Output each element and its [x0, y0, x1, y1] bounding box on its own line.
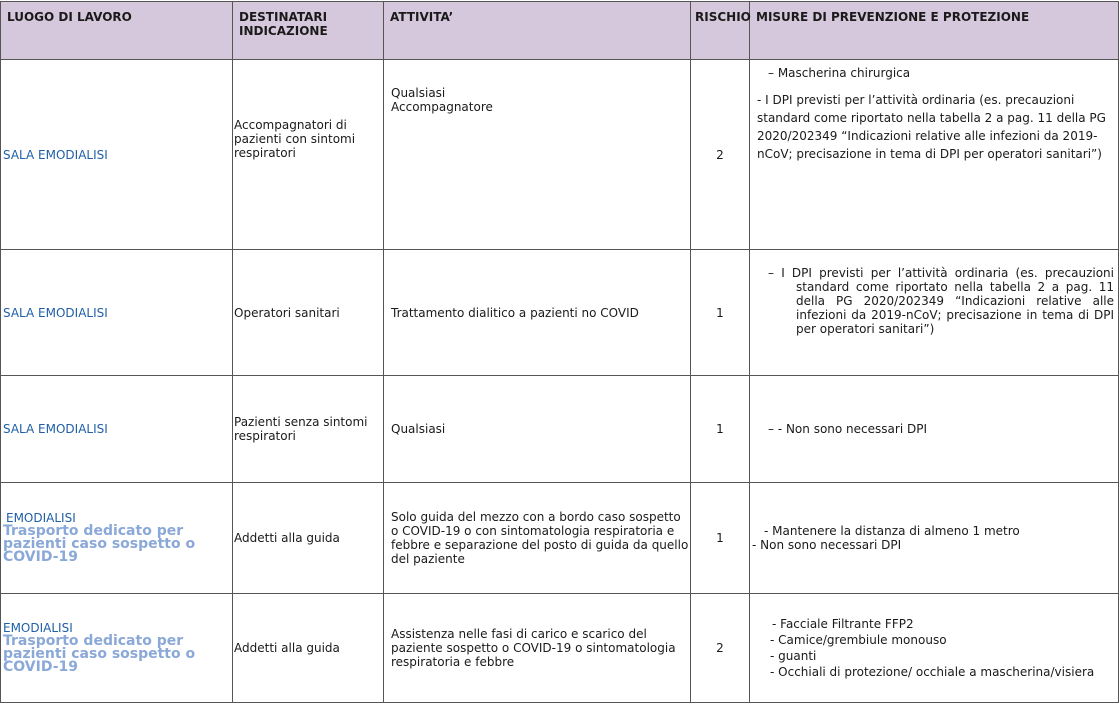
header-recipients: DESTINATARI INDICAZIONE: [233, 2, 384, 60]
measures-cell: [750, 60, 1119, 250]
recipients-cell: [233, 60, 384, 250]
header-measures: MISURE DI PREVENZIONE E PROTEZIONE: [750, 2, 1119, 60]
measure-item: - Occhiali di protezione/ occhiale a mascherina/visiera: [770, 665, 1095, 679]
recipients-cell: Addetti alla guida: [233, 483, 384, 594]
risk-cell: 1: [691, 483, 750, 594]
recipients-cell: Addetti alla guida: [233, 594, 384, 703]
measure-item: – Mascherina chirurgica: [768, 66, 911, 80]
activity-line: Accompagnatore: [391, 100, 493, 114]
header-risk: RISCHIO: [691, 2, 750, 60]
measure-item: - I DPI previsti per l’attività ordinaria (es. precauzioni standard come riportato nella tabella 2 a pag. 11 della PG 2020/202349 “Indicazioni relative alle infezioni da 2019-nCoV; precisazione in tema di DPI per operatori sanitari”): [757, 93, 1106, 161]
measure-item: - guanti: [770, 649, 817, 663]
activity-line: Qualsiasi: [391, 86, 446, 100]
header-row: [1, 2, 1119, 60]
activity-cell: Solo guida del mezzo con a bordo caso sospetto o COVID-19 o con sintomatologia respiratoria e febbre e separazione del posto di guida da quello del paziente: [384, 483, 691, 594]
dpi-table: [0, 1, 1119, 703]
location-cell: SALA EMODIALISI: [1, 376, 233, 483]
table-row: [1, 483, 1119, 594]
measures-cell: [750, 250, 1119, 376]
table-row: [1, 60, 1119, 250]
header-location: LUOGO DI LAVORO: [1, 2, 233, 60]
location-line: EMODIALISI: [6, 511, 76, 525]
activity-cell: Trattamento dialitico a pazienti no COVID: [384, 250, 691, 376]
activity-cell: [384, 60, 691, 250]
header-activity: ATTIVITA’: [384, 2, 691, 60]
location-cell: [1, 483, 233, 594]
recipients-cell: Pazienti senza sintomi respiratori: [233, 376, 384, 483]
risk-cell: 1: [691, 250, 750, 376]
risk-cell: 2: [691, 60, 750, 250]
recipients-text: Accompagnatori di pazienti con sintomi respiratori: [234, 117, 356, 160]
location-cell: [1, 594, 233, 703]
measures-cell: [750, 376, 1119, 483]
table-row: [1, 376, 1119, 483]
location-cell: SALA EMODIALISI: [1, 250, 233, 376]
risk-cell: 2: [691, 594, 750, 703]
risk-cell: 1: [691, 376, 750, 483]
measure-item: – - Non sono necessari DPI: [768, 422, 927, 436]
measure-item: - Facciale Filtrante FFP2: [772, 617, 914, 631]
measure-item: – I DPI previsti per l’attività ordinaria (es. precauzioni standard come riportato nella tabella 2 a pag. 11 della PG 2020/202349 “Indicazioni relative alle infezioni da 2019-nCoV; precisazione in tema di DPI per operatori sanitari”): [768, 266, 1114, 336]
measure-item: - Mantenere la distanza di almeno 1 metro: [764, 524, 1020, 538]
measure-item: - Camice/grembiule monouso: [770, 633, 947, 647]
measure-item: - Non sono necessari DPI: [752, 538, 902, 552]
recipients-cell: Operatori sanitari: [233, 250, 384, 376]
location-transport: Trasporto dedicato per pazienti caso sospetto o COVID-19: [3, 633, 196, 675]
activity-cell: Assistenza nelle fasi di carico e scarico del paziente sospetto o COVID-19 o sintomatologia respiratoria e febbre: [384, 594, 691, 703]
location-cell: SALA EMODIALISI: [1, 60, 233, 250]
measures-cell: [750, 483, 1119, 594]
table-row: [1, 594, 1119, 703]
activity-cell: Qualsiasi: [384, 376, 691, 483]
location-transport: Trasporto dedicato per pazienti caso sospetto o COVID-19: [3, 523, 196, 565]
table-row: [1, 250, 1119, 376]
measures-cell: [750, 594, 1119, 703]
location-line: EMODIALISI: [3, 621, 73, 635]
